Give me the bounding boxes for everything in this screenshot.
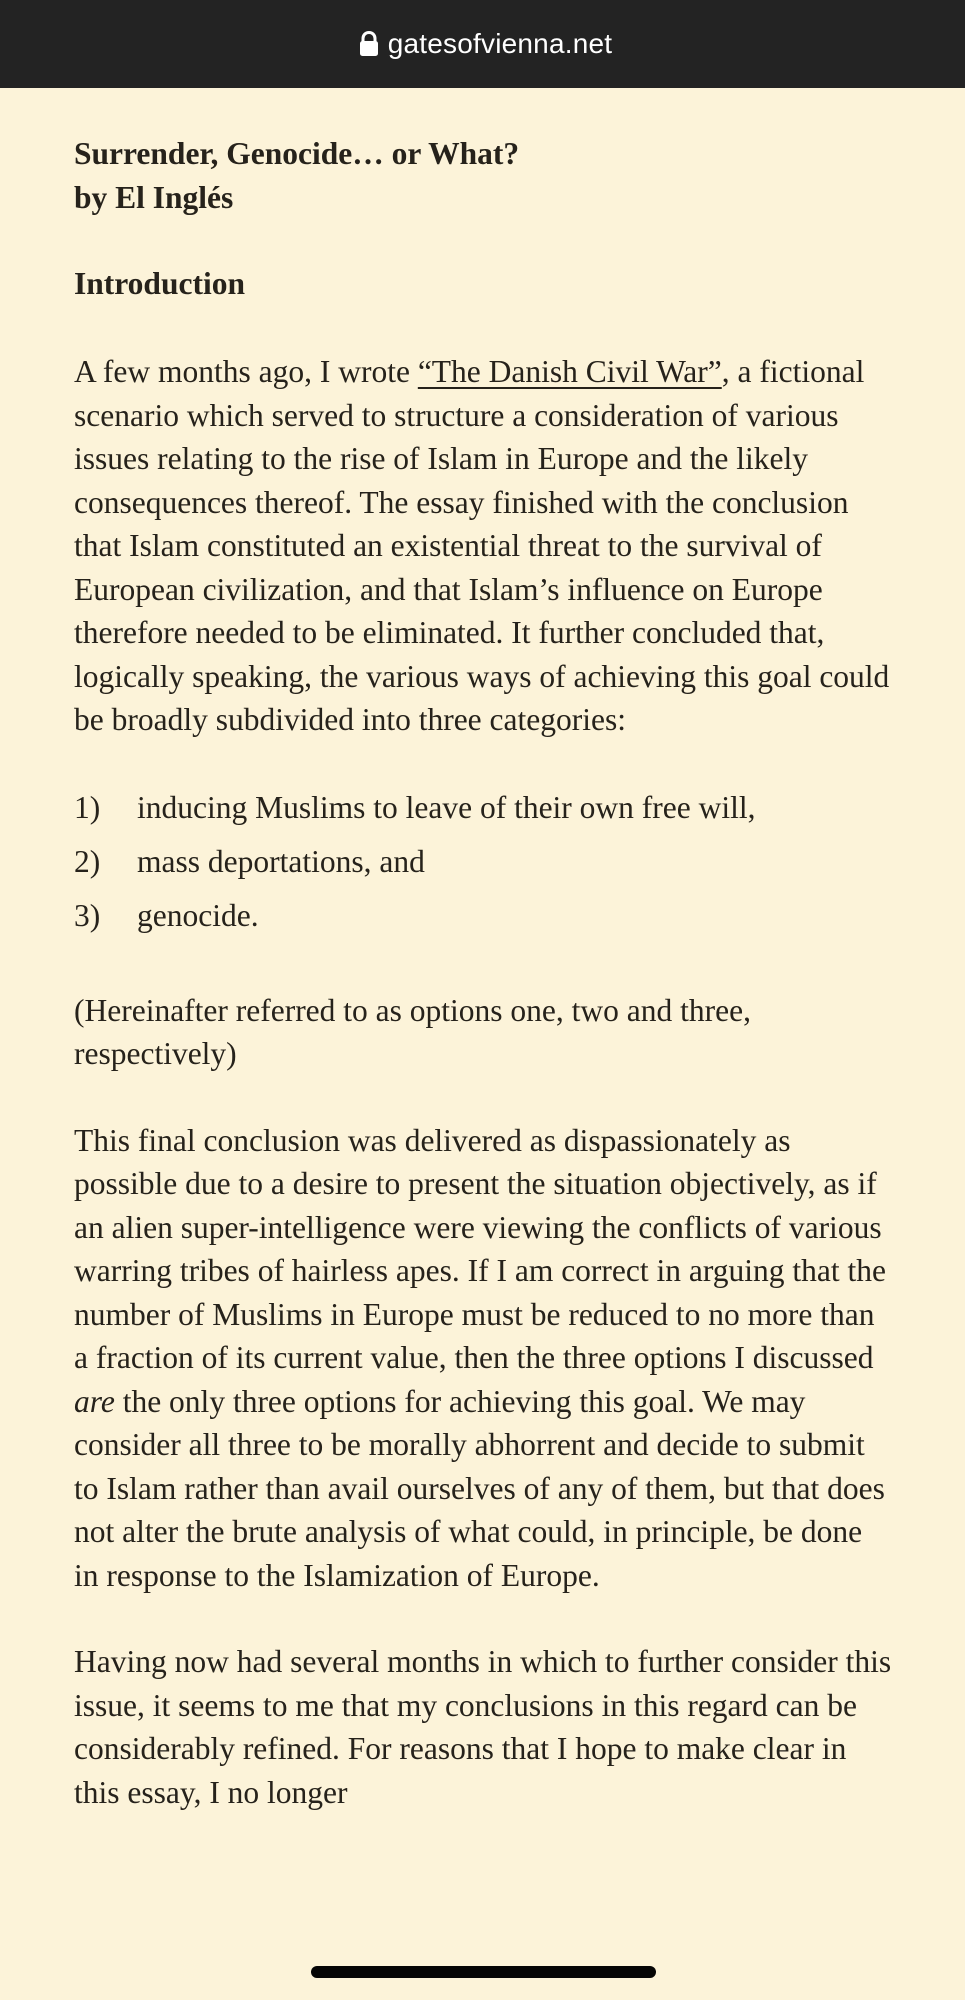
conclusion-text-before-emphasis: This final conclusion was delivered as dispassionately as possible due to a desire to present the situation objectively, as if an alien super-intelligence were viewing the conflicts of various warring tribes of hairless apes. If I am correct in arguing that the number of Muslims in Europe must be reduced to no more than a fraction of its current value, then the three options I discussed — [74, 1122, 887, 1375]
article-body — [74, 132, 894, 1857]
introduction-heading: Introduction — [74, 266, 245, 301]
list-item — [74, 835, 894, 889]
list-text: genocide. — [137, 897, 259, 933]
options-note-paragraph: (Hereinafter referred to as options one, two and three, respectively) — [74, 992, 751, 1071]
lock-icon — [359, 31, 379, 57]
domain-text: gatesofvienna.net — [387, 28, 613, 59]
options-list — [74, 781, 894, 943]
danish-civil-war-link[interactable]: “The Danish Civil War” — [417, 354, 722, 389]
intro-text-before-link: A few months ago, I wrote — [74, 354, 418, 389]
list-text: inducing Muslims to leave of their own free will, — [137, 789, 756, 825]
conclusion-text-after-emphasis: the only three options for achieving this goal. We may consider all three to be morally abhorrent and decide to submit to Islam rather than avail ourselves of any of them, but that does not alter the brute analysis of what could, in principle, be done in response to the Islamization of Europe. — [74, 1383, 885, 1593]
browser-address-bar[interactable] — [0, 0, 965, 88]
list-text: mass deportations, and — [137, 843, 425, 879]
list-item — [74, 781, 894, 835]
final-paragraph: Having now had several months in which to further consider this issue, it seems to me that my conclusions in this regard can be considerably refined. For reasons that I hope to make clear in this essay, I no longer — [74, 1644, 892, 1810]
list-number: 1) — [74, 789, 101, 825]
article-title: Surrender, Genocide… or What? — [74, 136, 520, 171]
list-number: 3) — [74, 897, 101, 933]
site-url[interactable] — [359, 28, 612, 60]
list-number: 2) — [74, 843, 101, 879]
article-byline: by El Inglés — [74, 180, 234, 215]
conclusion-paragraph — [74, 1119, 894, 1598]
emphasized-word: are — [74, 1383, 115, 1419]
intro-text-after-link: , a fictional scenario which served to structure a consideration of various issues relating to the rise of Islam in Europe and the likely consequences thereof. The essay finished with the conclusion that Islam constituted an existential threat to the survival of European civilization, and that Islam’s influence on Europe therefore needed to be eliminated. It further concluded that, logically speaking, the various ways of achieving this goal could be broadly subdivided into three categories: — [74, 354, 890, 737]
list-item — [74, 889, 894, 943]
home-indicator[interactable] — [311, 1966, 656, 1978]
article-header — [74, 132, 894, 220]
intro-paragraph — [74, 350, 894, 742]
